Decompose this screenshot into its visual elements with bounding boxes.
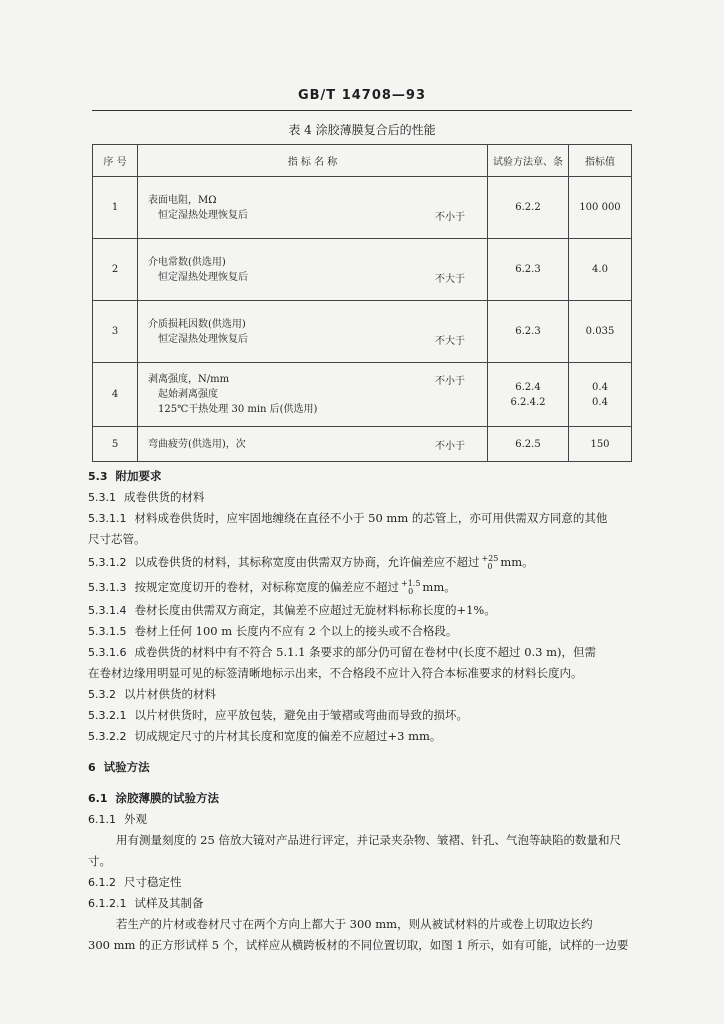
paragraph: 5.3.1.6 成卷供货的材料中有不符合 5.1.1 条要求的部分仍可留在卷材中(长度不超过 0.3 m)，但需 xyxy=(88,645,597,659)
indicator-value: 4.0 xyxy=(592,264,608,275)
performance-table xyxy=(92,144,632,462)
row-no: 4 xyxy=(93,363,138,427)
paragraph: 5.3.2.2 切成规定尺寸的片材其长度和宽度的偏差不应超过+3 mm。 xyxy=(88,729,442,743)
paragraph-continuation: 300 mm 的正方形试样 5 个，试样应从横跨板材的不同位置切取，如图 1 所示，如有可能，试样的一边要 xyxy=(88,938,629,952)
indicator-condition: 恒定湿热处理恢复后 xyxy=(158,333,248,345)
section-heading: 6.1 涂胶薄膜的试验方法 xyxy=(88,791,219,805)
header-indicator: 指 标 名 称 xyxy=(138,145,488,177)
paragraph-continuation: 在卷材边缘用明显可见的标签清晰地标示出来，不合格段不应计入符合本标准要求的材料长度内。 xyxy=(88,666,583,680)
body-text xyxy=(88,466,638,956)
indicator-value: 150 xyxy=(590,438,610,450)
indicator-name: 表面电阻，MΩ xyxy=(148,194,217,206)
table-header-row xyxy=(93,145,632,177)
section-heading: 5.3 附加要求 xyxy=(88,469,162,483)
paragraph: 5.3.2.1 以片材供货时，应平放包装，避免由于皱褶或弯曲而导致的损坏。 xyxy=(88,708,468,722)
test-method: 6.2.3 xyxy=(515,264,541,275)
limit-qualifier: 不大于 xyxy=(435,273,465,285)
test-method: 6.2.4.2 xyxy=(510,396,546,408)
standard-code-header: GB/T 14708—93 xyxy=(297,88,427,103)
tolerance: +25 0 xyxy=(481,554,499,571)
limit-qualifier: 不小于 xyxy=(435,211,465,223)
table-row xyxy=(93,177,632,239)
row-no: 3 xyxy=(93,301,138,363)
section-heading: 5.3.1 成卷供货的材料 xyxy=(88,490,205,504)
table-row xyxy=(93,239,632,301)
table-caption: 表 4 涂胶薄膜复合后的性能 xyxy=(288,123,436,137)
paragraph: 5.3.1.2 以成卷供货的材料，其标称宽度由供需双方协商，允许偏差应不超过 +25 0 mm。 xyxy=(88,554,534,571)
indicator-condition: 恒定湿热处理恢复后 xyxy=(158,209,248,221)
header-rule xyxy=(92,110,632,111)
paragraph-continuation: 寸。 xyxy=(88,854,111,868)
section-heading: 5.3.2 以片材供货的材料 xyxy=(88,687,216,701)
header-value: 指标值 xyxy=(569,145,632,177)
table-row xyxy=(93,427,632,462)
table-row xyxy=(93,363,632,427)
paragraph: 5.3.1.4 卷材长度由供需双方商定，其偏差不应超过无旋材料标称长度的+1%。 xyxy=(88,603,496,617)
limit-qualifier: 不小于 xyxy=(435,440,465,452)
header-no: 序 号 xyxy=(93,145,138,177)
indicator-name: 介电常数(供选用) xyxy=(148,256,226,268)
indicator-value: 0.4 xyxy=(592,396,608,408)
chapter-heading: 6 试验方法 xyxy=(88,760,150,774)
indicator-name: 介质损耗因数(供选用) xyxy=(148,318,246,330)
row-no: 5 xyxy=(93,427,138,462)
paragraph: 5.3.1.5 卷材上任何 100 m 长度内不应有 2 个以上的接头或不合格段。 xyxy=(88,624,458,638)
test-method: 6.2.3 xyxy=(515,326,541,337)
row-no: 2 xyxy=(93,239,138,301)
test-method: 6.2.5 xyxy=(515,438,541,450)
indicator-value: 0.4 xyxy=(592,381,608,393)
header-method: 试验方法章、条 xyxy=(488,145,569,177)
paragraph-continuation: 尺寸芯管。 xyxy=(88,532,146,546)
section-heading: 6.1.2 尺寸稳定性 xyxy=(88,875,182,889)
indicator-value: 100 000 xyxy=(579,202,621,213)
test-method: 6.2.2 xyxy=(515,202,541,213)
indicator-value: 0.035 xyxy=(585,326,615,337)
section-heading: 6.1.1 外观 xyxy=(88,812,147,826)
section-heading: 6.1.2.1 试样及其制备 xyxy=(88,896,204,910)
paragraph: 用有测量刻度的 25 倍放大镜对产品进行评定，并记录夹杂物、皱褶、针孔、气泡等缺陷的数量和尺 xyxy=(116,833,621,847)
indicator-condition: 起始剥离强度 xyxy=(158,389,218,400)
tolerance: +1.5 0 xyxy=(400,579,421,596)
paragraph: 5.3.1.3 按规定宽度切开的卷材，对标称宽度的偏差应不超过 +1.5 0 mm。 xyxy=(88,579,456,596)
indicator-condition: 恒定湿热处理恢复后 xyxy=(158,271,248,283)
indicator-name: 剥离强度，N/mm xyxy=(148,374,230,385)
paragraph: 5.3.1.1 材料成卷供货时，应牢固地缠绕在直径不小于 50 mm 的芯管上，亦可用供需双方同意的其他 xyxy=(88,511,608,525)
table-row xyxy=(93,301,632,363)
test-method: 6.2.4 xyxy=(515,381,541,393)
limit-qualifier: 不大于 xyxy=(435,335,465,347)
paragraph: 若生产的片材或卷材尺寸在两个方向上都大于 300 mm，则从被试材料的片或卷上切取边长约 xyxy=(116,917,593,931)
indicator-name: 弯曲疲劳(供选用)，次 xyxy=(148,438,246,450)
indicator-condition: 125℃干热处理 30 min 后(供选用) xyxy=(158,404,318,415)
limit-qualifier: 不小于 xyxy=(435,376,465,387)
row-no: 1 xyxy=(93,177,138,239)
